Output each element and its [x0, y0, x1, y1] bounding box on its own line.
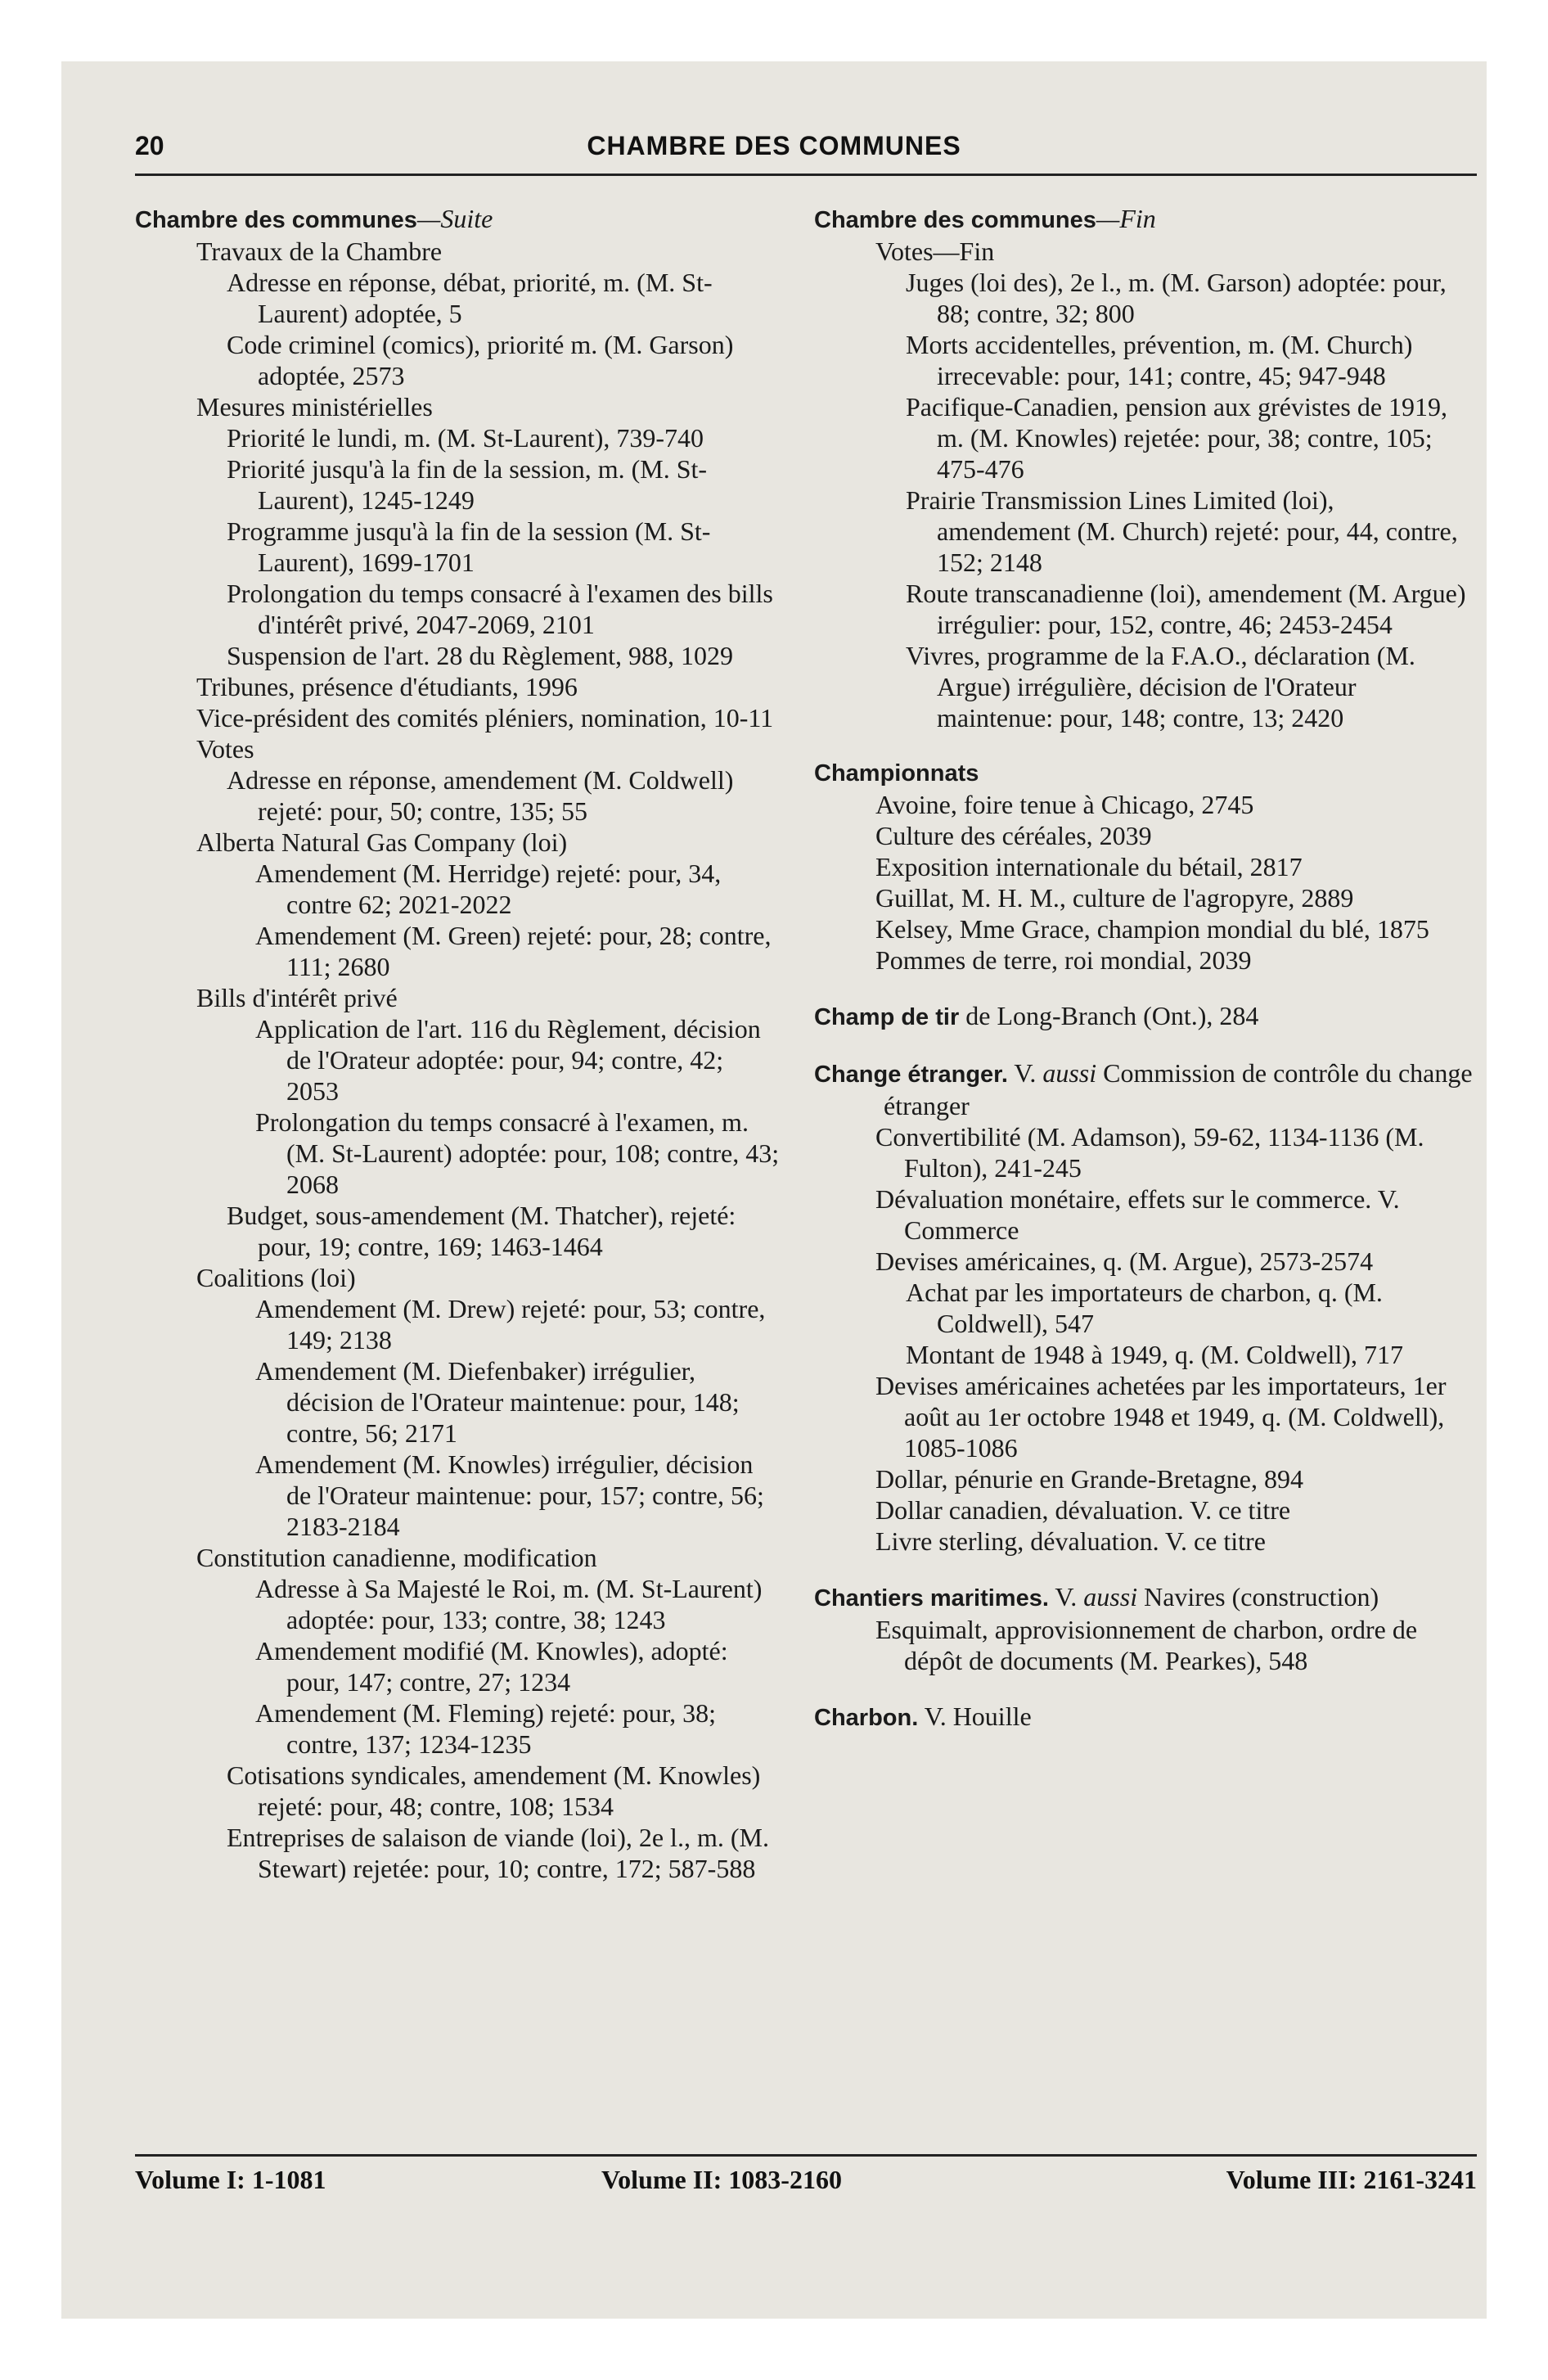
index-entry: Amendement (M. Fleming) rejeté: pour, 38; contre, 137; 1234-1235 — [255, 1698, 717, 1759]
index-entry: Amendement (M. Knowles) irrégulier, décision de l'Orateur maintenue: pour, 157; contre, 56; 2183-2184 — [255, 1449, 764, 1541]
page-header — [74, 131, 1474, 167]
index-entry: Amendement (M. Diefenbaker) irrégulier, décision de l'Orateur maintenue: pour, 148; contre, 56; 2171 — [255, 1356, 740, 1448]
page-footer — [135, 2165, 1477, 2201]
index-entry: Adresse en réponse, amendement (M. Coldwell) rejeté: pour, 50; contre, 135; 55 — [227, 765, 734, 826]
right-column — [814, 203, 1473, 1733]
index-entry: Dollar canadien, dévaluation. V. ce titre — [875, 1495, 1291, 1525]
index-entry: Priorité le lundi, m. (M. St-Laurent), 739-740 — [227, 423, 704, 453]
index-entry: Pacifique-Canadien, pension aux grévistes de 1919, m. (M. Knowles) rejetée: pour, 38; contre, 105; 475-476 — [906, 392, 1448, 484]
left-column — [135, 203, 781, 1884]
volume-range: Volume II: 1083-2160 — [601, 2165, 842, 2194]
index-heading: Chambre des communes—Suite — [135, 204, 493, 233]
index-entry: Juges (loi des), 2e l., m. (M. Garson) adoptée: pour, 88; contre, 32; 800 — [906, 268, 1447, 328]
volume-range: Volume I: 1-1081 — [135, 2165, 326, 2194]
index-entry: Livre sterling, dévaluation. V. ce titre — [875, 1526, 1266, 1556]
index-entry: Amendement (M. Herridge) rejeté: pour, 34, contre 62; 2021-2022 — [255, 859, 722, 919]
index-entry: Dévaluation monétaire, effets sur le commerce. V. Commerce — [875, 1184, 1400, 1245]
index-entry: Mesures ministérielles — [196, 392, 433, 421]
index-entry: Amendement modifié (M. Knowles), adopté: pour, 147; contre, 27; 1234 — [255, 1636, 728, 1697]
index-entry: Convertibilité (M. Adamson), 59-62, 1134-1136 (M. Fulton), 241-245 — [875, 1122, 1424, 1183]
header-rule — [135, 174, 1477, 176]
index-entry: Amendement (M. Drew) rejeté: pour, 53; contre, 149; 2138 — [255, 1294, 766, 1355]
index-entry: Vice-président des comités pléniers, nomination, 10-11 — [196, 703, 774, 732]
index-entry: Budget, sous-amendement (M. Thatcher), rejeté: pour, 19; contre, 169; 1463-1464 — [227, 1201, 736, 1261]
index-entry: Entreprises de salaison de viande (loi), 2e l., m. (M. Stewart) rejetée: pour, 10; contre, 172; 587-588 — [227, 1823, 769, 1883]
index-entry: Prolongation du temps consacré à l'examen, m. (M. St-Laurent) adoptée: pour, 108; contre, 43; 2068 — [255, 1107, 780, 1199]
index-entry: Suspension de l'art. 28 du Règlement, 988, 1029 — [227, 641, 734, 670]
index-heading: Chambre des communes—Fin — [814, 204, 1156, 233]
index-entry: Priorité jusqu'à la fin de la session, m. (M. St-Laurent), 1245-1249 — [227, 454, 708, 515]
index-entry: Programme jusqu'à la fin de la session (M. St-Laurent), 1699-1701 — [227, 516, 711, 577]
index-entry: Prolongation du temps consacré à l'examen des bills d'intérêt privé, 2047-2069, 2101 — [227, 579, 773, 639]
index-entry: Culture des céréales, 2039 — [875, 821, 1152, 850]
index-entry: Amendement (M. Green) rejeté: pour, 28; contre, 111; 2680 — [255, 921, 772, 981]
index-entry: Morts accidentelles, prévention, m. (M. Church) irrecevable: pour, 141; contre, 45; 947-948 — [906, 330, 1413, 390]
index-heading: Chantiers maritimes. V. aussi Navires (construction) — [814, 1582, 1379, 1611]
index-entry: Guillat, M. H. M., culture de l'agropyre, 2889 — [875, 883, 1354, 913]
index-entry: Devises américaines achetées par les importateurs, 1er août au 1er octobre 1948 et 1949, q. (M. Coldwell), 1085-1086 — [875, 1371, 1447, 1463]
index-entry: Constitution canadienne, modification — [196, 1543, 597, 1572]
index-heading: Change étranger. V. aussi Commission de contrôle du change étranger — [814, 1058, 1473, 1120]
index-entry: Devises américaines, q. (M. Argue), 2573-2574 — [875, 1246, 1374, 1276]
index-heading: Championnats — [814, 760, 979, 787]
index-entry: Prairie Transmission Lines Limited (loi), amendement (M. Church) rejeté: pour, 44, contre, 152; 2148 — [906, 485, 1458, 577]
index-entry: Votes — [196, 734, 254, 764]
page-title: CHAMBRE DES COMMUNES — [587, 131, 961, 160]
index-entry: Bills d'intérêt privé — [196, 983, 398, 1012]
index-entry: Adresse en réponse, débat, priorité, m. (M. St-Laurent) adoptée, 5 — [227, 268, 713, 328]
index-entry: Cotisations syndicales, amendement (M. Knowles) rejeté: pour, 48; contre, 108; 1534 — [227, 1760, 761, 1821]
volume-range: Volume III: 2161-3241 — [1226, 2165, 1477, 2194]
index-entry: Achat par les importateurs de charbon, q. (M. Coldwell), 547 — [906, 1278, 1383, 1338]
index-entry: Travaux de la Chambre — [196, 237, 443, 266]
index-entry: Code criminel (comics), priorité m. (M. Garson) adoptée, 2573 — [227, 330, 734, 390]
index-heading: Charbon. V. Houille — [814, 1702, 1032, 1731]
index-entry: Route transcanadienne (loi), amendement (M. Argue) irrégulier: pour, 152, contre, 46; 2453-2454 — [906, 579, 1466, 639]
index-entry: Dollar, pénurie en Grande-Bretagne, 894 — [875, 1464, 1303, 1494]
index-entry: Esquimalt, approvisionnement de charbon, ordre de dépôt de documents (M. Pearkes), 548 — [875, 1615, 1418, 1675]
index-entry: Tribunes, présence d'étudiants, 1996 — [196, 672, 578, 701]
index-entry: Exposition internationale du bétail, 2817 — [875, 852, 1303, 881]
index-heading: Champ de tir de Long-Branch (Ont.), 284 — [814, 1001, 1259, 1030]
index-entry: Vivres, programme de la F.A.O., déclaration (M. Argue) irrégulière, décision de l'Orateur maintenue: pour, 148; contre, 13; 2420 — [906, 641, 1415, 732]
index-entry: Pommes de terre, roi mondial, 2039 — [875, 945, 1252, 975]
index-entry: Montant de 1948 à 1949, q. (M. Coldwell), 717 — [906, 1340, 1403, 1369]
page-number: 20 — [135, 131, 164, 160]
index-entry: Alberta Natural Gas Company (loi) — [196, 827, 568, 857]
footer-rule — [135, 2154, 1477, 2157]
index-entry: Coalitions (loi) — [196, 1263, 356, 1292]
index-entry: Avoine, foire tenue à Chicago, 2745 — [875, 790, 1254, 819]
index-entry: Kelsey, Mme Grace, champion mondial du blé, 1875 — [875, 914, 1429, 944]
index-entry: Adresse à Sa Majesté le Roi, m. (M. St-Laurent) adoptée: pour, 133; contre, 38; 1243 — [255, 1574, 763, 1634]
index-entry: Votes—Fin — [875, 237, 995, 266]
index-entry: Application de l'art. 116 du Règlement, décision de l'Orateur adoptée: pour, 94; contre, 42; 2053 — [255, 1014, 761, 1106]
